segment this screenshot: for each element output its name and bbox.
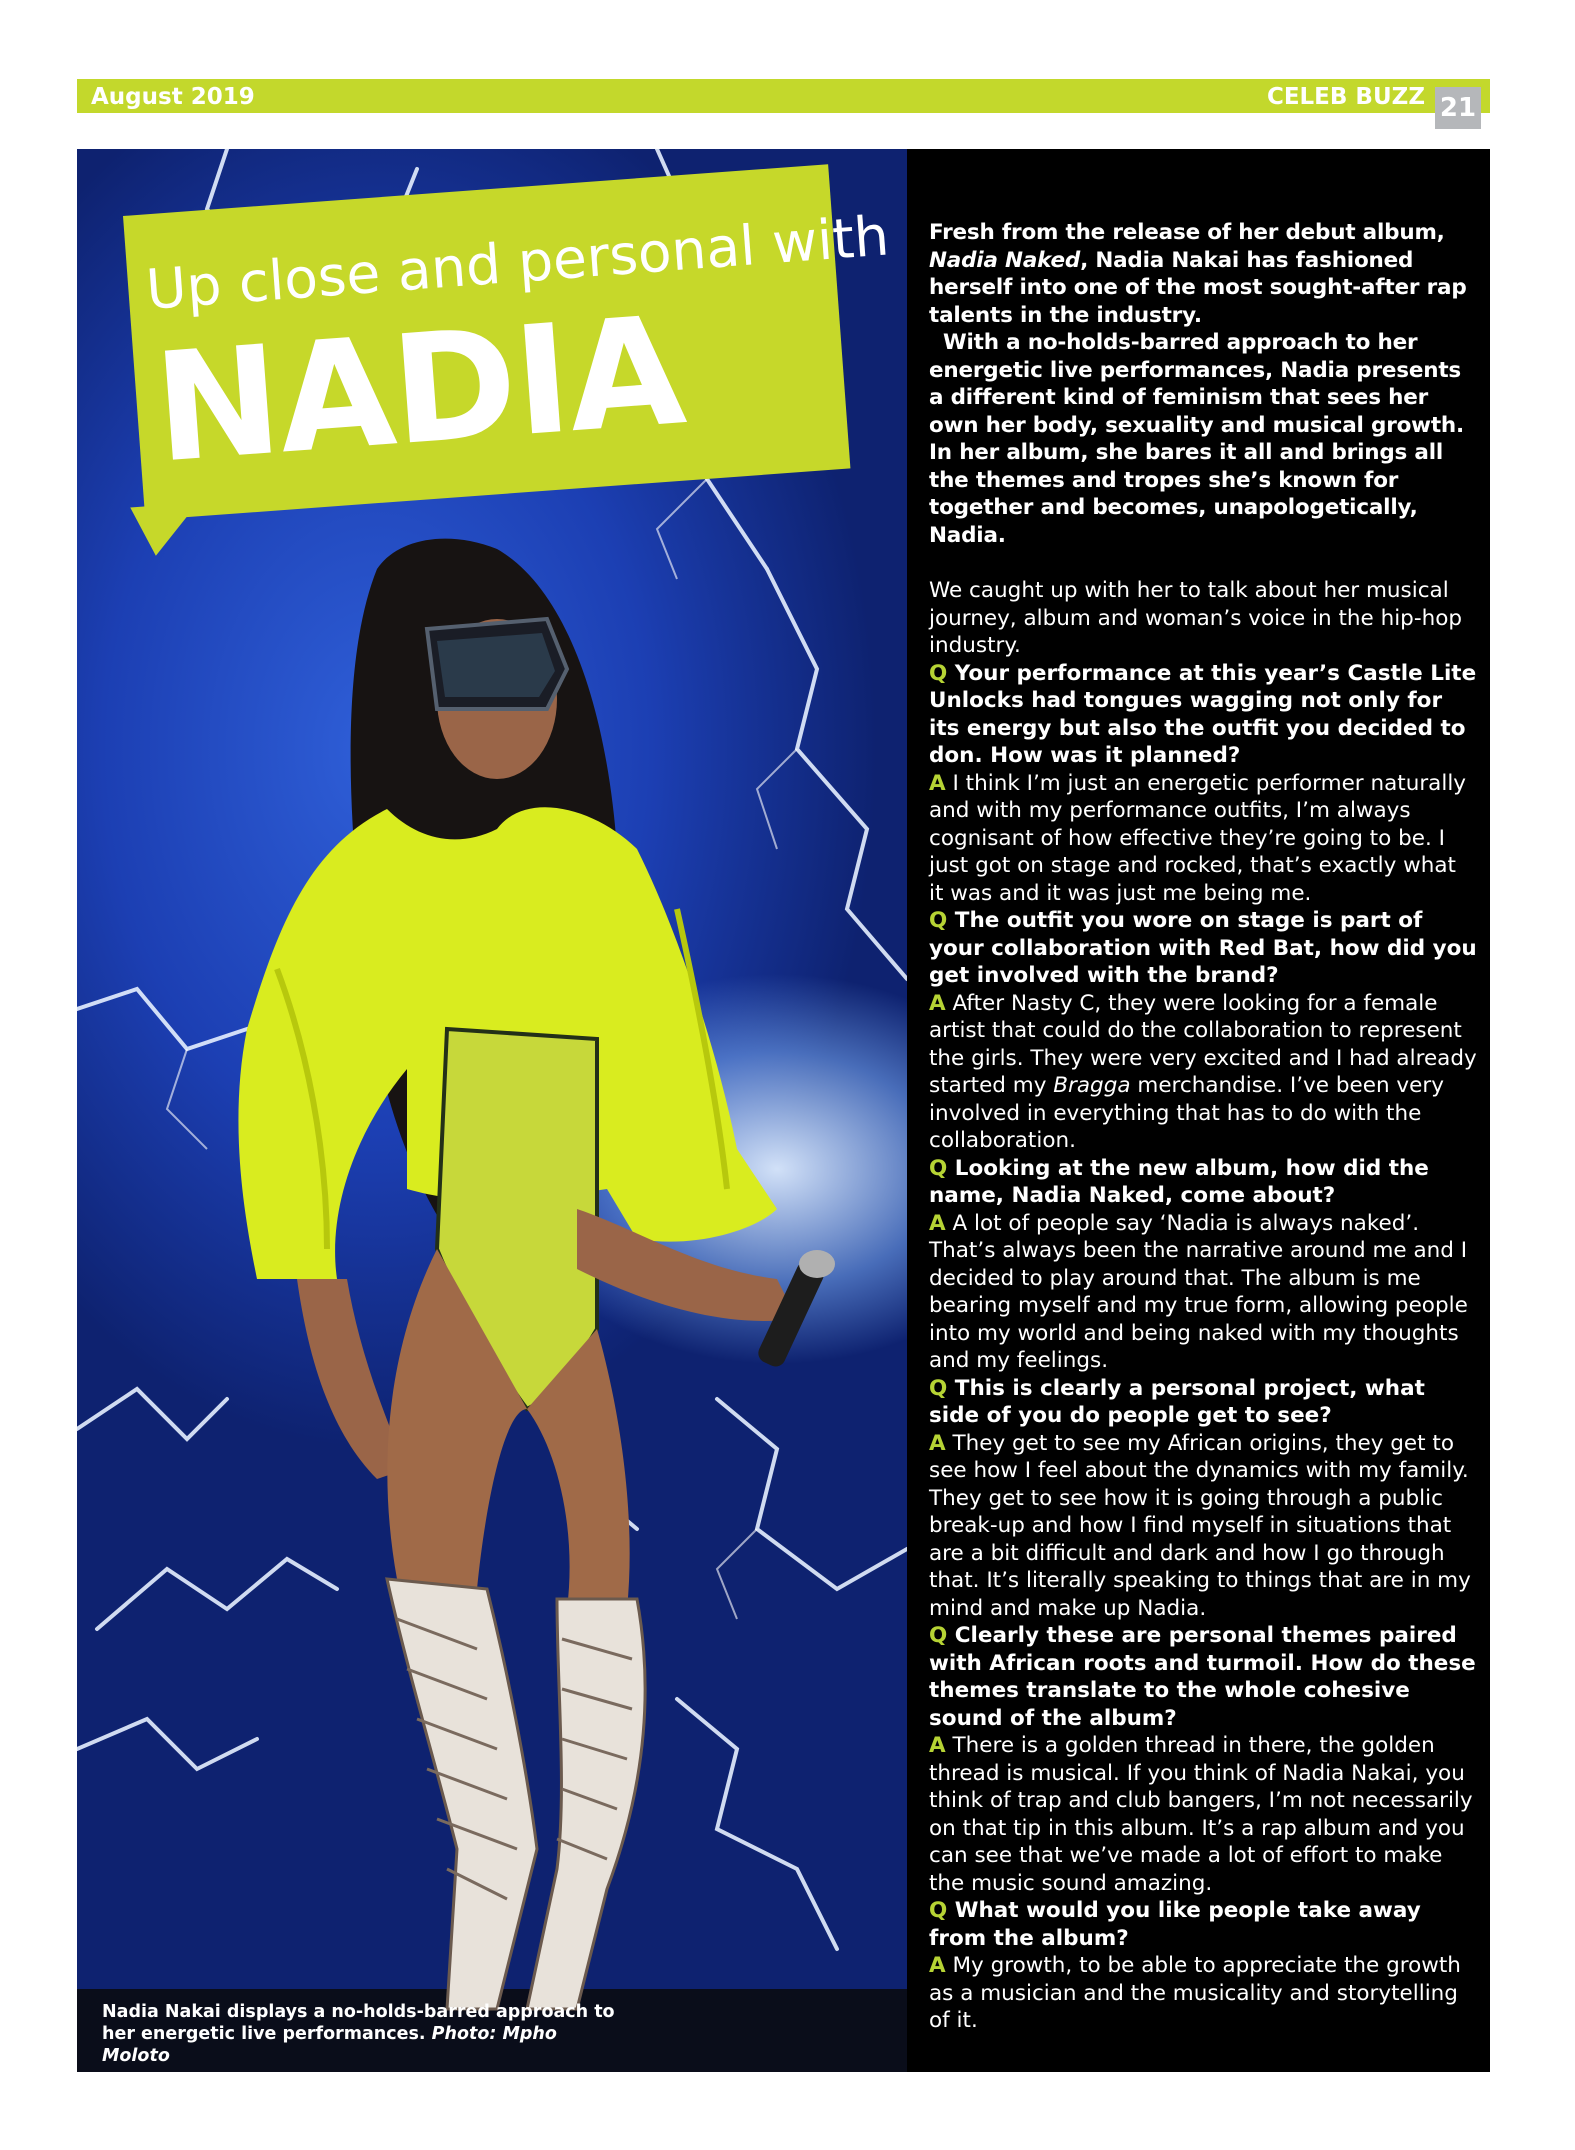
intro-paragraph-2: With a no-holds-barred approach to her energetic live performances, Nadia presents a different kind of feminism that sees her own her body, sexuality and musical growth. In her album, she bares it all and brings all the themes and tropes she’s known for together and becomes, unapologetically, Nadia. bbox=[929, 330, 1464, 548]
answer-4: A They get to see my African origins, they get to see how I feel about the dynamics with my family. They get to see how it is going through a public break-up and how I find myself in situations that are a bit difficult and dark and how I go through that. It’s literally speaking to things that are in my mind and make up Nadia. bbox=[929, 1430, 1471, 1621]
article-intro bbox=[929, 219, 1477, 549]
brand-name: Bragga bbox=[1053, 1073, 1131, 1098]
question-5: Q Clearly these are personal themes paired with African roots and turmoil. How do these themes translate to the whole cohesive sound of the album? bbox=[929, 1623, 1476, 1731]
question-1: Q Your performance at this year’s Castle Lite Unlocks had tongues wagging not only for its energy but also the outfit you decided to don. How was it planned? bbox=[929, 660, 1477, 768]
answer-2: A After Nasty C, they were looking for a female artist that could do the collaboration to represent the girls. They were very excited and I had already started my Bragga merchandise. I’ve been very involved in everything that has to do with the collaboration. bbox=[929, 990, 1477, 1153]
answer-6: A My growth, to be able to appreciate the growth as a musician and the musicality and storytelling of it. bbox=[929, 1953, 1461, 2033]
photo-caption bbox=[102, 2001, 622, 2067]
article-column bbox=[907, 149, 1490, 2072]
headline-kicker: Up close and personal with bbox=[144, 203, 892, 322]
lead-paragraph: We caught up with her to talk about her musical journey, album and woman’s voice in the hip-hop industry. bbox=[929, 578, 1463, 658]
question-2: Q The outfit you wore on stage is part of your collaboration with Red Bat, how did you get involved with the brand? bbox=[929, 908, 1477, 988]
issue-date: August 2019 bbox=[91, 84, 255, 110]
headline-banner-pointer bbox=[130, 503, 201, 558]
intro-paragraph-1: Fresh from the release of her debut album, Nadia Naked, Nadia Nakai has fashioned herself into one of the most sought-after rap talents in the industry. bbox=[929, 220, 1467, 328]
boot-right bbox=[527, 1599, 645, 2009]
page-number: 21 bbox=[1435, 87, 1481, 129]
caption-text: Nadia Nakai displays a no-holds-barred approach to her energetic live performances. bbox=[102, 2002, 615, 2044]
microphone-head bbox=[799, 1250, 835, 1278]
headline-name: NADIA bbox=[149, 284, 689, 497]
answer-5: A There is a golden thread in there, the golden thread is musical. If you think of Nadia Nakai, you think of trap and club bangers, I’m not necessarily on that tip in this album. It’s a rap album and you can see that we’ve made a lot of effort to make the music sound amazing. bbox=[929, 1733, 1473, 1896]
answer-3: A A lot of people say ‘Nadia is always naked’. That’s always been the narrative around me and I decided to play around that. The album is me bearing myself and my true form, allowing people into my world and being naked with my thoughts and my feelings. bbox=[929, 1210, 1468, 1373]
article-body bbox=[929, 219, 1477, 2035]
question-4: Q This is clearly a personal project, what side of you do people get to see? bbox=[929, 1375, 1425, 1428]
photo-credit: Photo: Mpho Moloto bbox=[102, 2024, 557, 2066]
section-title: CELEB BUZZ bbox=[1266, 84, 1425, 110]
question-6: Q What would you like people take away from the album? bbox=[929, 1898, 1421, 1951]
goggle-lens bbox=[437, 633, 555, 697]
question-3: Q Looking at the new album, how did the name, Nadia Naked, come about? bbox=[929, 1155, 1429, 1208]
album-title: Nadia Naked bbox=[929, 247, 1081, 273]
answer-1: A I think I’m just an energetic performer naturally and with my performance outfits, I’m always cognisant of how effective they’re going to be. I just got on stage and rocked, that’s exactly what it was and it was just me being me. bbox=[929, 770, 1467, 906]
